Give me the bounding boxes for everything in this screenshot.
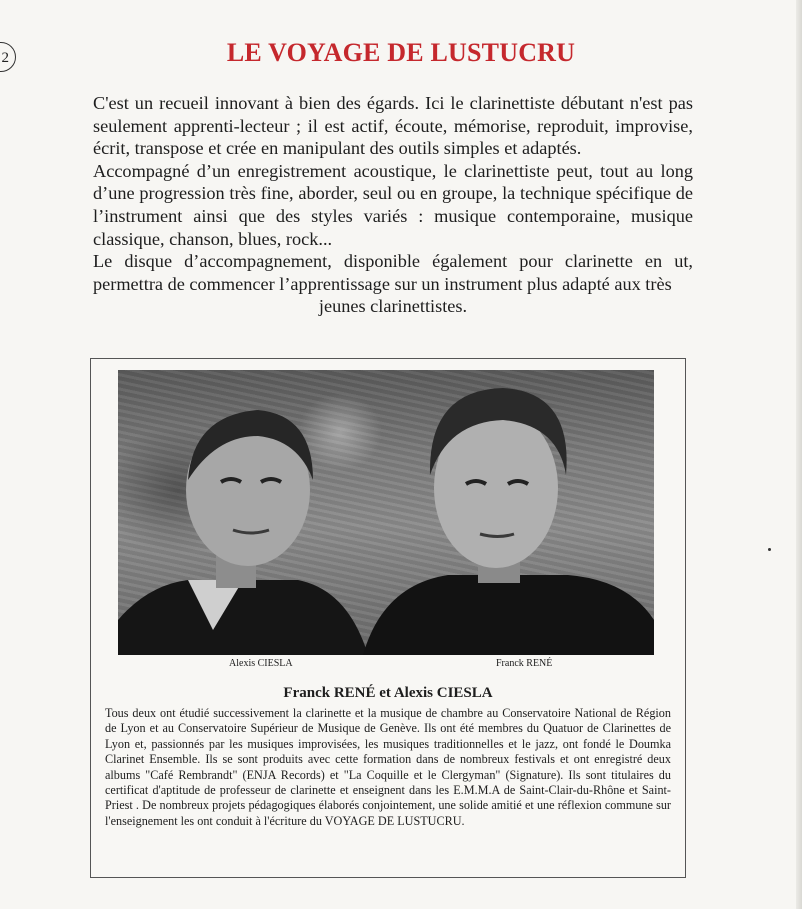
portrait-photo: [118, 370, 654, 655]
intro-paragraph-2: Accompagné d’un enregistrement acoustique, le clarinettiste peut, tout au long d’une progression très fine, aborder, seul ou en groupe, la technique spécifique de l’instrument ainsi que des styles variés : musique contemporaine, musique classique, chanson, blues, rock...: [93, 160, 693, 249]
intro-paragraph-1: C'est un recueil innovant à bien des égards. Ici le clarinettiste débutant n'est pas seulement apprenti-lecteur ; il est actif, écoute, mémorise, reproduit, improvise, écrit, transpose et crée en manipulant des outils simples et adaptés.: [93, 93, 693, 159]
page-number-marker: 2: [0, 42, 16, 72]
print-speck: [768, 548, 771, 551]
portrait-illustration: [118, 370, 654, 655]
right-person-body: [363, 575, 654, 655]
intro-paragraph-3: Le disque d’accompagnement, disponible également pour clarinette en ut, permettra de commencer l’apprentissage sur un instrument plus adapté aux très: [93, 251, 693, 294]
page-edge: [796, 0, 802, 909]
page-title: LE VOYAGE DE LUSTUCRU: [226, 38, 576, 67]
bio-heading: Franck RENÉ et Alexis CIESLA: [283, 685, 493, 701]
caption-right: Franck RENÉ: [496, 658, 553, 669]
left-person-body: [118, 580, 368, 655]
caption-left: Alexis CIESLA: [229, 658, 293, 669]
intro-paragraph-4: jeunes clarinettistes.: [318, 296, 468, 317]
intro-text: [93, 92, 693, 318]
bio-box: [90, 358, 686, 878]
bio-text: Tous deux ont étudié successivement la clarinette et la musique de chambre au Conservatoire National de Région de Lyon et au Conservatoire Supérieur de Musique de Genève. Ils ont été membres du Quatuor de Clarinettes de Lyon et, passionnés par les musiques improvisées, les musiques traditionnelles et le jazz, ont fondé le Doumka Clarinet Ensemble. Ils se sont produits avec cette formation dans de nombreux festivals et ont enregistré deux albums "Café Rembrandt" (ENJA Records) et "La Coquille et le Clergyman" (Signature). Ils sont titulaires du certificat d'aptitude de professeur de clarinette et enseignent dans les E.M.M.A de Saint-Clair-du-Rhône et Saint-Priest . De nombreux projets pédagogiques élaborés conjointement, une solide amitié et une réflexion commune sur l'enseignement les ont conduit à l'écriture du VOYAGE DE LUSTUCRU.: [105, 706, 671, 828]
